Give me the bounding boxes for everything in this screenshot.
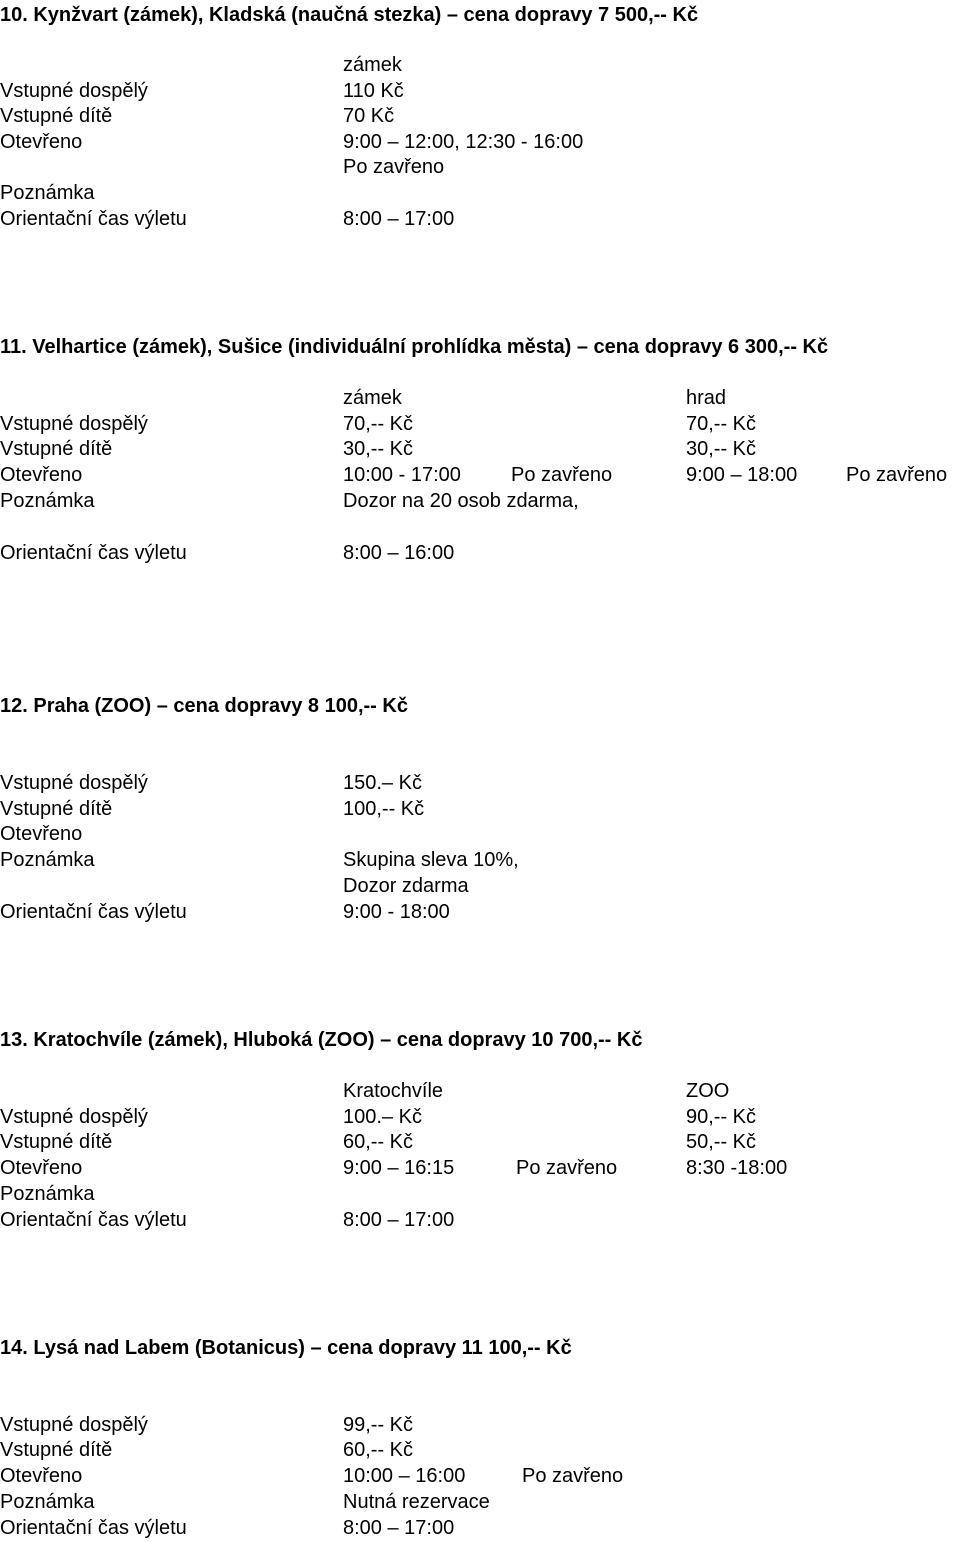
section-14-heading: 14. Lysá nad Labem (Botanicus) – cena dopravy 11 100,-- Kč — [0, 1337, 572, 1359]
label-open: Otevřeno — [0, 464, 83, 486]
label-open: Otevřeno — [0, 1157, 83, 1179]
price-adult-kratochvile: 100.– Kč — [343, 1106, 422, 1128]
price-adult-zoo: 90,-- Kč — [686, 1106, 757, 1128]
price-adult: 99,-- Kč — [343, 1414, 414, 1436]
column-header-kratochvile: Kratochvíle — [343, 1080, 444, 1102]
label-adult: Vstupné dospělý — [0, 413, 148, 435]
section-10-heading: 10. Kynžvart (zámek), Kladská (naučná stezka) – cena dopravy 7 500,-- Kč — [0, 4, 699, 26]
column-header-zamek: zámek — [343, 54, 402, 76]
label-trip-time: Orientační čas výletu — [0, 901, 187, 923]
price-adult: 150.– Kč — [343, 772, 422, 794]
label-trip-time: Orientační čas výletu — [0, 1517, 187, 1539]
label-adult: Vstupné dospělý — [0, 1414, 148, 1436]
label-child: Vstupné dítě — [0, 1439, 113, 1461]
closed-day: Po zavřeno — [522, 1465, 624, 1487]
price-child: 70 Kč — [343, 105, 395, 127]
note-discount: Skupina sleva 10%, — [343, 849, 519, 871]
label-open: Otevřeno — [0, 1465, 83, 1487]
opening-hours-zamek: 10:00 - 17:00 — [343, 464, 461, 486]
price-adult-zamek: 70,-- Kč — [343, 413, 414, 435]
opening-hours-hrad: 9:00 – 18:00 — [686, 464, 798, 486]
label-adult: Vstupné dospělý — [0, 772, 148, 794]
label-note: Poznámka — [0, 849, 95, 871]
price-child-hrad: 30,-- Kč — [686, 438, 757, 460]
closed-day-zamek: Po zavřeno — [511, 464, 613, 486]
label-trip-time: Orientační čas výletu — [0, 542, 187, 564]
opening-hours: 10:00 – 16:00 — [343, 1465, 466, 1487]
section-12-heading: 12. Praha (ZOO) – cena dopravy 8 100,-- Kč — [0, 695, 408, 717]
price-child-zamek: 30,-- Kč — [343, 438, 414, 460]
label-note: Poznámka — [0, 182, 95, 204]
closed-day: Po zavřeno — [343, 156, 445, 178]
label-note: Poznámka — [0, 1491, 95, 1513]
label-note: Poznámka — [0, 1183, 95, 1205]
price-child: 60,-- Kč — [343, 1439, 414, 1461]
price-child-kratochvile: 60,-- Kč — [343, 1131, 414, 1153]
opening-hours-kratochvile: 9:00 – 16:15 — [343, 1157, 455, 1179]
price-adult-hrad: 70,-- Kč — [686, 413, 757, 435]
section-11-heading: 11. Velhartice (zámek), Sušice (individuální prohlídka města) – cena dopravy 6 300,-- Kč — [0, 336, 829, 358]
trip-time: 9:00 - 18:00 — [343, 901, 450, 923]
label-trip-time: Orientační čas výletu — [0, 1209, 187, 1231]
column-header-hrad: hrad — [686, 387, 727, 409]
trip-time: 8:00 – 17:00 — [343, 1517, 455, 1539]
price-adult: 110 Kč — [343, 80, 404, 102]
column-header-zamek: zámek — [343, 387, 402, 409]
trip-time: 8:00 – 17:00 — [343, 208, 455, 230]
label-note: Poznámka — [0, 490, 95, 512]
label-open: Otevřeno — [0, 823, 83, 845]
trip-time: 8:00 – 17:00 — [343, 1209, 455, 1231]
note: Nutná rezervace — [343, 1491, 490, 1513]
label-adult: Vstupné dospělý — [0, 1106, 148, 1128]
label-child: Vstupné dítě — [0, 1131, 113, 1153]
column-header-zoo: ZOO — [686, 1080, 730, 1102]
opening-hours-zoo: 8:30 -18:00 — [686, 1157, 788, 1179]
label-adult: Vstupné dospělý — [0, 80, 148, 102]
label-child: Vstupné dítě — [0, 105, 113, 127]
label-child: Vstupné dítě — [0, 798, 113, 820]
opening-hours: 9:00 – 12:00, 12:30 - 16:00 — [343, 131, 584, 153]
label-open: Otevřeno — [0, 131, 83, 153]
note-supervision: Dozor zdarma — [343, 875, 469, 897]
price-child-zoo: 50,-- Kč — [686, 1131, 757, 1153]
closed-day-hrad: Po zavřeno — [846, 464, 948, 486]
note: Dozor na 20 osob zdarma, — [343, 490, 579, 512]
trip-time: 8:00 – 16:00 — [343, 542, 455, 564]
price-child: 100,-- Kč — [343, 798, 425, 820]
closed-day-kratochvile: Po zavřeno — [516, 1157, 618, 1179]
section-13-heading: 13. Kratochvíle (zámek), Hluboká (ZOO) – cena dopravy 10 700,-- Kč — [0, 1029, 643, 1051]
label-trip-time: Orientační čas výletu — [0, 208, 187, 230]
label-child: Vstupné dítě — [0, 438, 113, 460]
